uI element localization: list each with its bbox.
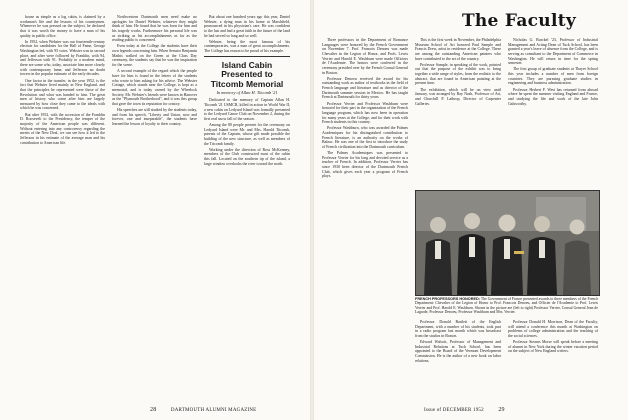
paragraph: But about one hundred years ago this year, Daniel Webster, a dying man in his home at Marshfield, pronounced in his physician's care. He was confident to the last and had a great faith in the future of the land he had served so long and so well. xyxy=(204,15,290,38)
paragraph: Among the 80 people present for the ceremony on Ledyard Island were Mr. and Mrs. Harold Titcomb, parents of the Captain, whose gift made possible the building of the new structure, as well as members of the Titcomb family. xyxy=(204,123,290,146)
page-number: 29 xyxy=(498,407,505,413)
left-column-3 xyxy=(204,15,290,404)
paragraph: Edward Walcott, Professor of Management and Industrial Relations at Tuck School, has been appointed to the Board of the Vermont Development Commission. He is the author of a new book on labor relations. xyxy=(415,340,501,363)
paragraph: house as simple as a log cabin, is claimed by a workman's life and the lessons of his countrymen. Whenever he was pressed on the subject, he declared that it was worth the money to have a man of his quality in public office. xyxy=(20,15,105,38)
divider xyxy=(204,56,290,57)
paragraph: Professor Stearns Morse will speak before a meeting of alumni in New York during the winter vacation period on the subject of New England writers. xyxy=(508,340,598,354)
group-photo-image xyxy=(416,191,599,295)
paragraph: Dedicated to the memory of Captain Allan H. Titcomb '21 USMCR, killed in action in World War II, a new cabin on Ledyard Island was formally presented to the Ledyard Canoe Club on November 2, during the first real snow fall of the season. xyxy=(204,98,290,121)
footer-title: Issue of DECEMBER 1952 xyxy=(424,408,484,413)
paragraph: The Palmes Academiques was presented to Professor Verrier for his long and devoted service as a teacher of French. In addition, Professor Verrier has since 1930 been director of the Dartmouth French Club, which gives each year a program of French plays. xyxy=(322,151,408,179)
section-masthead: The Faculty xyxy=(461,11,577,31)
caption-text: The Government of France presented awards to three members of the French Department: Chevalier of the Legion of Honor to Prof. Francois Denoeu, and Officier de l'Academie to Prof. Lewis Verrier and Prof. Harold E. Washburn. Shown in the picture are (left to right) Professor Verrier, Consul General Jean de Lagarde, Professor Denoeu, Professor Washburn and Mrs. Verrier. xyxy=(415,297,599,315)
left-column-1 xyxy=(20,15,105,404)
paragraph: One factor in the transfer, in the year 1952, is the fact that Webster lived mainly in New England, and that the principles he represented were those of the Revolution and what was handed to him. The great men of history who come after him are largely measured by how close they came to the ideals with which he was concerned. xyxy=(20,78,105,111)
paragraph: His speeches are still studied by the students today, and from his speech, "Liberty and Union, now and forever, one and inseparable", the students have learned the lesson of loyalty to their country. xyxy=(112,107,197,126)
paragraph: Professor Washburn, who was awarded the Palmes Academiques for his distinguished contribution to French literature, is an authority on the works of Balzac. He was one of the first to introduce the study of French civilization into the Dartmouth curriculum. xyxy=(322,126,408,149)
paragraph: But after 1952, with the accession of the Franklin D. Roosevelt to the Presidency, the temper of the majority of the American people was different. Without entering into any controversy regarding the merits of the New Deal, we can see how it led to the Jefferson in his estimate of the average man and his contribution to American life. xyxy=(20,112,105,145)
right-column-2-lower xyxy=(415,320,501,404)
left-column-2 xyxy=(112,15,197,404)
group-photo xyxy=(415,190,600,296)
right-page xyxy=(314,0,628,420)
photo-caption xyxy=(415,297,598,315)
right-column-2 xyxy=(415,38,501,184)
paragraph: Professor Sample, in speaking of the work, pointed out that the purpose of the exhibit was to bring together a wide range of styles, from the realistic to the abstract, that are found in American painting at the present time. xyxy=(415,62,501,86)
right-column-3-lower xyxy=(508,320,598,404)
article-headline: Island Cabin Presented to Titcomb Memorial xyxy=(210,59,284,89)
paragraph: In 1952, when Webster was our fourteenth-century election for candidates for the Hall of Fame, George Washington led, with 95 votes. Webster was in second place, and after were followed by Franklin, with 94, and Jefferson with 91. Probably to a modern mind, there are some who, today, associate him more closely with contemporary fame, and Jefferson no doubt towers in the popular estimate of the early decades. xyxy=(20,39,105,77)
paragraph: Professor Herbert F. West has returned from abroad where he spent the summer visiting England and France, and studying the life and work of the late John Galsworthy. xyxy=(508,87,598,106)
paragraph: Northwestern Dartmouth men need make no apologies for Daniel Webster, whatever they might think of him. He found that he was born for him and his tragedy works. Furthermore his personal life was as striking as his accomplishments as far as the reading public is concerned. xyxy=(112,15,197,43)
paragraph: This is the first week in November, the Philadelphia Museum School of Art honored Paul Sample and Francis Drew, artist in residence at the College. These are among the outstanding American painters who have contributed to the art of the country. xyxy=(415,38,501,61)
article-subhead: In memory of Allan H. Titcomb '21 xyxy=(216,90,278,96)
caption-heading: FRENCH PROFESSORS HONORED: xyxy=(415,297,481,301)
paragraph: Working under the direction of Ross McKenney, members of the Club constructed most of the cabin this fall. Located on the southern tip of the island, a large window overlooks the river toward the north. xyxy=(204,147,290,166)
paragraph: Three professors in the Department of Romance Languages were honored by the French Government on November 7. Prof. Francois Denoeu was made Chevalier in the Legion of Honor, and Profs. Lewis Verrier and Harold E. Washburn were made Officiers de l'Academie. The honors were conferred in the ceremony presided over by the French Consul General in Boston. xyxy=(322,38,408,75)
paragraph: Professor Donald H. Morrison, Dean of the Faculty, will attend a conference this month at Washington on problems of college administration and the teaching of the social sciences. xyxy=(508,320,598,338)
paragraph: Professor Denoeu received the award for his outstanding work as author of textbooks in the field of French language and literature and as director of the Dartmouth summer session in Mexico. He has taught French at Dartmouth for thirty years. xyxy=(322,76,408,100)
paragraph: A second example of the regard which the people have for him is found in the letters of the students who wrote to him asking for his advice. The Webster Cottage, which stands near the College, is kept as a memorial, and is today owned by the Wheelock Society. Mr. Webster's friends were known in Hanover as the "Plymouth Brotherhood", and it was this group that gave the town its reputation for oratory. xyxy=(112,69,197,106)
left-page xyxy=(0,0,310,420)
right-column-3 xyxy=(508,38,598,184)
footer-title: DARTMOUTH ALUMNI MAGAZINE xyxy=(170,408,257,413)
paragraph: Professor Verrier and Professor Washburn were honored for their part in the organization of the French language program, which has now been in operation for many years at the College, and for their work with French students in this country. xyxy=(322,101,408,125)
paragraph: Even today at the College the students have their own legends concerning him. When Senator Benjamin Mathis walked on the Green at the Class Day ceremony, the students say that he was the inspiration for the scene. xyxy=(112,44,197,68)
paragraph: Webster, being the most famous of his contemporaries, was a man of great accomplishments. The College has reason to be proud of his example. xyxy=(204,39,290,54)
right-footer xyxy=(424,407,505,413)
paragraph: The exhibition, which will be on view until January, was arranged by Ray Nash, Professor of Art, and Churchill P. Lathrop, Director of Carpenter Galleries. xyxy=(415,87,501,106)
left-footer xyxy=(150,407,256,413)
paragraph: Nicholas G. Burckel '23, Professor of Industrial Management and Acting Dean of Tuck School, has been granted a year's leave of absence from the College, and is serving as consultant to the Department of Commerce in Washington. He will return in time for the spring semester. xyxy=(508,38,598,66)
paragraph: Professor Donald Bartlett of the English Department, with a number of his students, took part in a radio program last month which was broadcast from the studios in Boston. xyxy=(415,320,501,338)
page-number: 28 xyxy=(150,407,157,413)
paragraph: The first group of graduate students at Thayer School this year includes a number of men from foreign countries. They are pursuing graduate studies in engineering and business administration. xyxy=(508,67,598,86)
right-column-1 xyxy=(322,38,408,404)
